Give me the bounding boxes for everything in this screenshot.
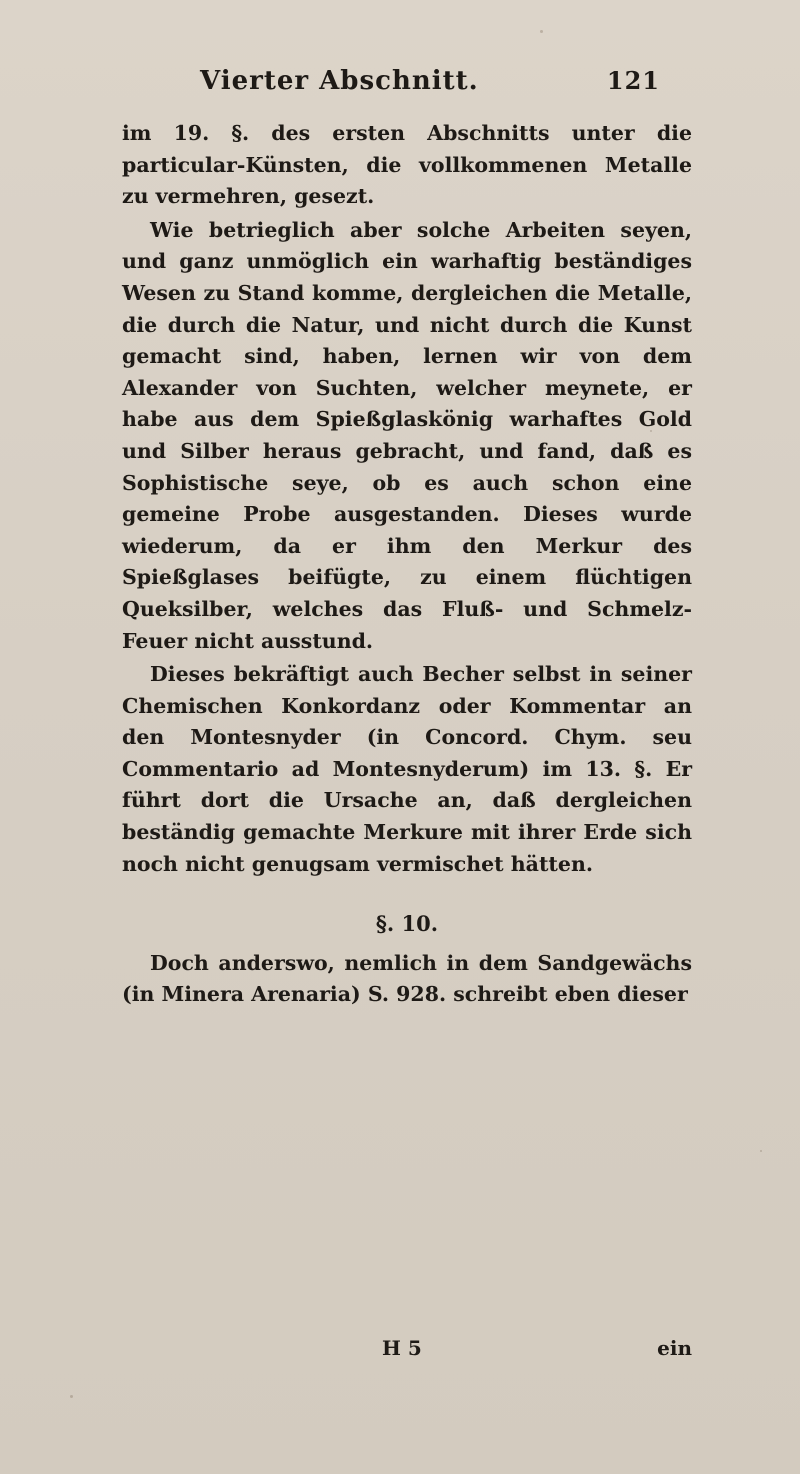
paragraph: Dieses bekräftigt auch Becher selbst in seiner Chemischen Konkordanz oder Kommentar an den Montesnyder (in Concord. Chym. seu Commentario ad Montesnyderum) im 13. §. Er führt dort die Ursache an, daß dergleichen beständig gemachte Merkure mit ihrer Erde sich noch nicht genugsam vermischet hätten. (122, 662, 692, 876)
section-mark: §. 10. (375, 911, 439, 937)
signature-mark: H 5 (382, 1336, 422, 1360)
running-head (200, 62, 660, 102)
page-footer (122, 1336, 692, 1372)
paper-speck (540, 30, 543, 33)
paragraph-continuation: im 19. §. des ersten Abschnitts unter die particular-Künsten, die vollkommenen Metalle zu vermehren, gesezt. (122, 121, 692, 209)
running-title: Vierter Abschnitt. (200, 66, 479, 96)
page-number: 121 (606, 66, 660, 95)
paragraph: Doch anderswo, nemlich in dem Sandgewächs (in Minera Arenaria) S. 928. schreibt eben dieser (122, 950, 692, 1007)
catchword: ein (657, 1336, 692, 1360)
paper-speck (650, 430, 652, 432)
paper-speck (70, 1395, 73, 1398)
body-text (122, 118, 692, 1013)
paper-speck (760, 1150, 762, 1152)
paragraph: Wie betrieglich aber solche Arbeiten seyen, und ganz unmöglich ein warhaftig beständiges Wesen zu Stand komme, dergleichen die Metalle, die durch die Natur, und nicht durch die Kunst gemacht sind, haben, lernen wir von dem Alexander von Suchten, welcher meynete, er habe aus dem Spießglaskönig warhaftes Gold und Silber heraus gebracht, und fand, daß es Sophistische seye, ob es auch schon eine gemeine Probe ausgestanden. Dieses wurde wiederum, da er ihm den Merkur des Spießglases beifügte, zu einem flüchtigen Queksilber, welches das Fluß- und Schmelz-Feuer nicht ausstund. (122, 217, 692, 653)
